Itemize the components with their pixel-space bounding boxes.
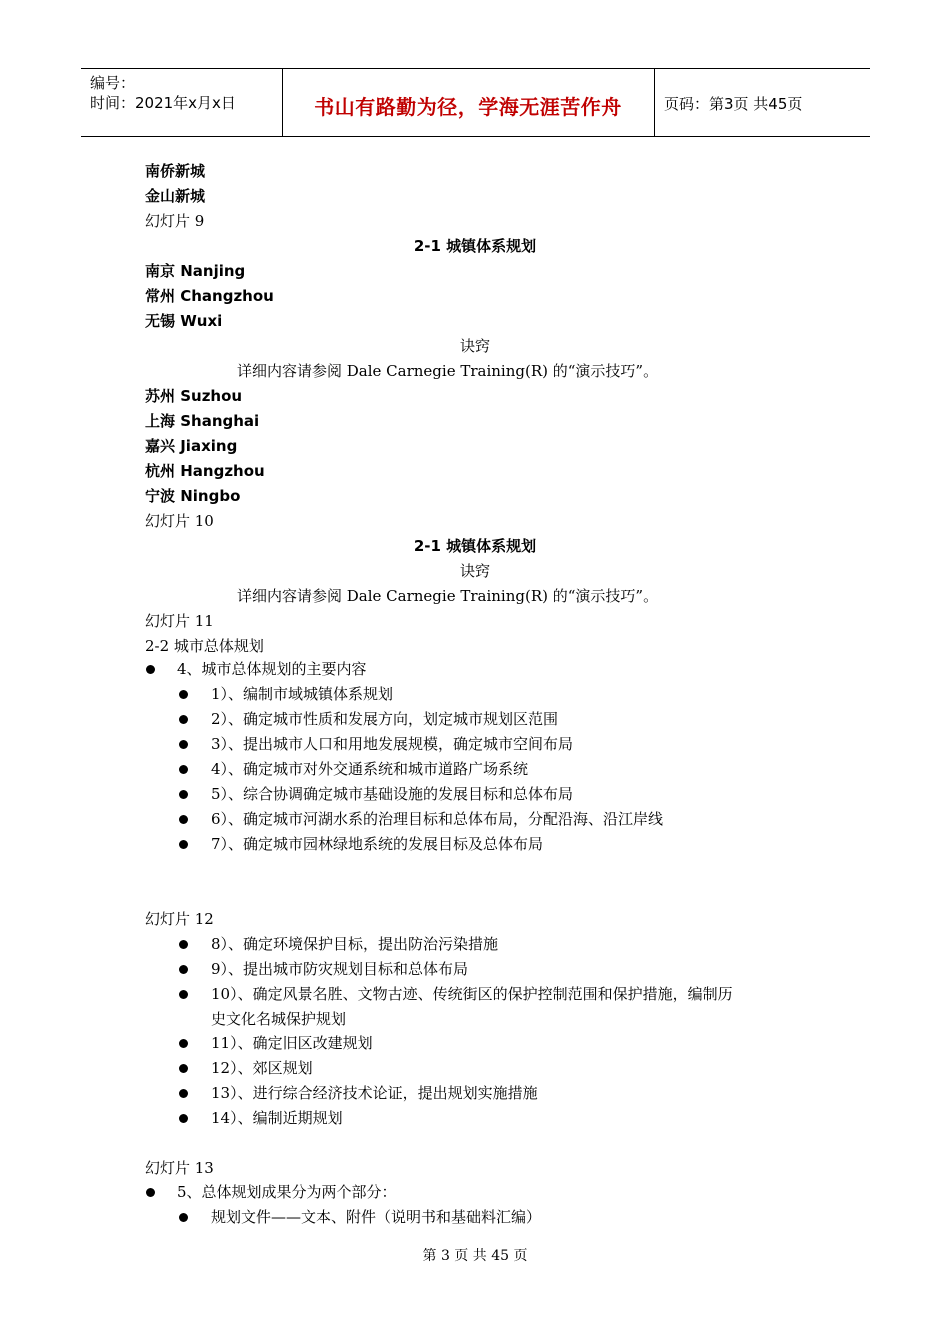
bullet-icon bbox=[146, 1188, 155, 1197]
list-item: 12）、郊区规划 bbox=[211, 1059, 313, 1077]
tip-heading: 诀窍 bbox=[459, 562, 490, 580]
bullet-icon bbox=[179, 1213, 188, 1222]
bullet-icon bbox=[179, 940, 188, 949]
city-line: 常州 Changzhou bbox=[145, 287, 274, 305]
bullet-icon bbox=[179, 740, 188, 749]
list-item: 14）、编制近期规划 bbox=[211, 1109, 343, 1127]
bullet-icon bbox=[179, 840, 188, 849]
list-item: 1）、编制市域城镇体系规划 bbox=[211, 685, 394, 703]
list-item: 6）、确定城市河湖水系的治理目标和总体布局，分配沿海、沿江岸线 bbox=[211, 810, 664, 828]
slide-label: 幻灯片 12 bbox=[145, 910, 214, 928]
bullet-icon bbox=[179, 790, 188, 799]
list-item: 3）、提出城市人口和用地发展规模，确定城市空间布局 bbox=[211, 735, 574, 753]
tip-detail: 详细内容请参阅 Dale Carnegie Training(R) 的“演示技巧”。 bbox=[237, 587, 659, 605]
city-line: 上海 Shanghai bbox=[145, 412, 260, 430]
bullet-icon bbox=[179, 1064, 188, 1073]
list-item: 11）、确定旧区改建规划 bbox=[211, 1034, 373, 1052]
list-item: 8）、确定环境保护目标，提出防治污染措施 bbox=[211, 935, 499, 953]
slide-label: 幻灯片 11 bbox=[145, 612, 214, 630]
date-label: 时间：2021年x月x日 bbox=[90, 94, 236, 112]
bullet-icon bbox=[179, 815, 188, 824]
list-item-continuation: 史文化名城保护规划 bbox=[211, 1010, 347, 1028]
bullet-icon bbox=[146, 665, 155, 674]
bullet-icon bbox=[179, 990, 188, 999]
list-item: 13）、进行综合经济技术论证，提出规划实施措施 bbox=[211, 1084, 538, 1102]
bullet-icon bbox=[179, 1114, 188, 1123]
slide-label: 幻灯片 13 bbox=[145, 1159, 214, 1177]
bullet-icon bbox=[179, 715, 188, 724]
header-left bbox=[90, 73, 236, 113]
page-header bbox=[81, 68, 870, 137]
city-line: 无锡 Wuxi bbox=[145, 312, 223, 330]
list-item: 9）、提出城市防灾规划目标和总体布局 bbox=[211, 960, 469, 978]
tip-heading: 诀窍 bbox=[459, 337, 490, 355]
bullet-icon bbox=[179, 1089, 188, 1098]
list-item: 2）、确定城市性质和发展方向，划定城市规划区范围 bbox=[211, 710, 559, 728]
slide-label: 幻灯片 10 bbox=[145, 512, 214, 530]
list-item: 规划文件——文本、附件（说明书和基础料汇编） bbox=[211, 1208, 542, 1226]
city-line: 宁波 Ningbo bbox=[145, 487, 241, 505]
bullet-icon bbox=[179, 690, 188, 699]
list-item: 10）、确定风景名胜、文物古迹、传统街区的保护控制范围和保护措施，编制历 bbox=[211, 985, 733, 1003]
text-line: 南侨新城 bbox=[145, 162, 206, 180]
city-line: 南京 Nanjing bbox=[145, 262, 246, 280]
page-label: 页码：第3页 共45页 bbox=[664, 95, 803, 113]
list-item: 4）、确定城市对外交通系统和城市道路广场系统 bbox=[211, 760, 529, 778]
page-footer: 第 3 页 共 45 页 bbox=[422, 1248, 528, 1264]
section-heading: 2-2 城市总体规划 bbox=[145, 637, 264, 655]
list-item: 7）、确定城市园林绿地系统的发展目标及总体布局 bbox=[211, 835, 544, 853]
city-line: 杭州 Hangzhou bbox=[145, 462, 265, 480]
code-label: 编号： bbox=[90, 74, 136, 92]
text-line: 金山新城 bbox=[145, 187, 206, 205]
city-line: 嘉兴 Jiaxing bbox=[145, 437, 238, 455]
slide-title: 2-1 城镇体系规划 bbox=[413, 537, 537, 555]
list-item: 5）、综合协调确定城市基础设施的发展目标和总体布局 bbox=[211, 785, 574, 803]
slide-label: 幻灯片 9 bbox=[145, 212, 205, 230]
bullet-icon bbox=[179, 965, 188, 974]
slide-title: 2-1 城镇体系规划 bbox=[413, 237, 537, 255]
bullet-icon bbox=[179, 765, 188, 774]
tip-detail: 详细内容请参阅 Dale Carnegie Training(R) 的“演示技巧”。 bbox=[237, 362, 659, 380]
list-item: 5、总体规划成果分为两个部分： bbox=[177, 1183, 397, 1201]
header-divider bbox=[654, 69, 655, 136]
list-item: 4、城市总体规划的主要内容 bbox=[177, 660, 367, 678]
bullet-icon bbox=[179, 1039, 188, 1048]
city-line: 苏州 Suzhou bbox=[145, 387, 243, 405]
motto: 书山有路勤为径，学海无涯苦作舟 bbox=[314, 95, 622, 119]
